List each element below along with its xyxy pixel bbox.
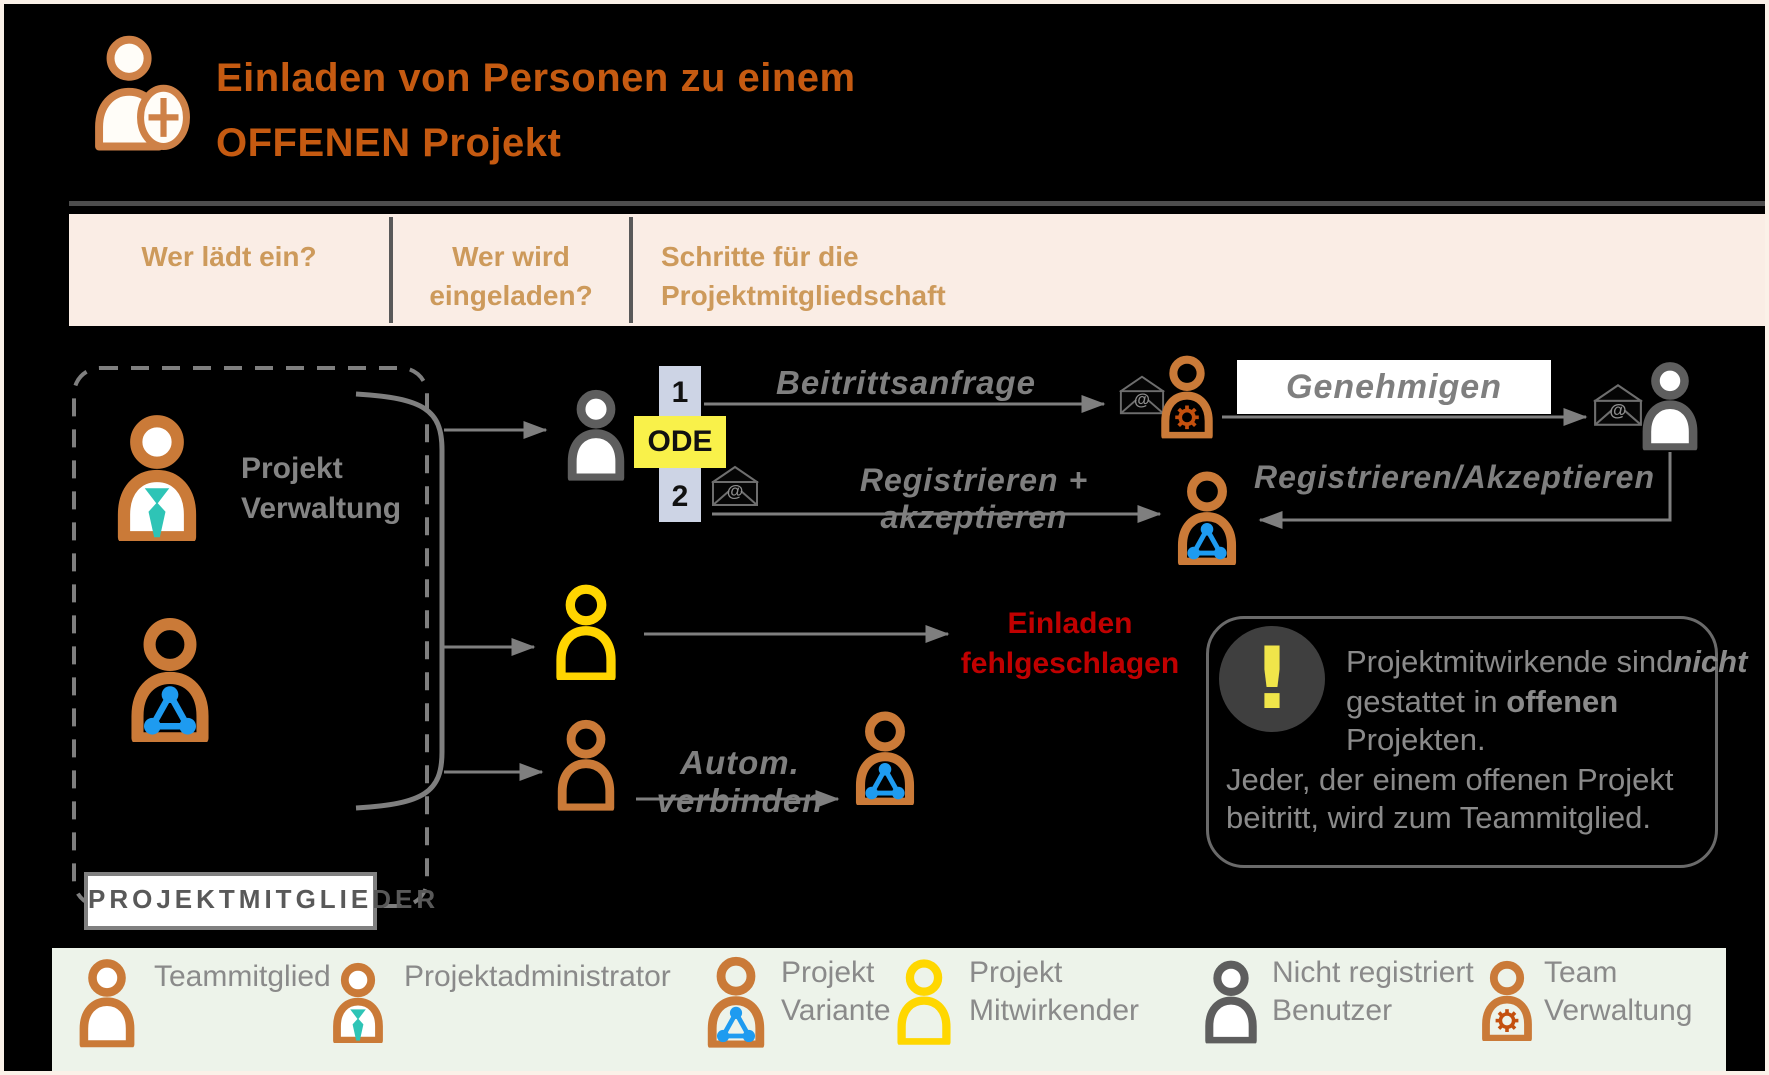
legend-project-variant-label2: Variante xyxy=(781,994,891,1027)
legend-project-variant-label1: Projekt xyxy=(781,956,875,989)
legend-team-admin-label1: Team xyxy=(1544,956,1618,989)
legend-team-admin-icon xyxy=(1477,950,1537,1048)
project-admin-icon xyxy=(107,409,207,541)
column-header-who-invited-line1: Wer wird xyxy=(452,241,570,272)
column-header-who-invites: Wer lädt ein? xyxy=(141,241,317,272)
contributor-icon xyxy=(550,580,622,680)
legend-contributor-icon xyxy=(892,952,956,1048)
project-admin-label-line2: Verwaltung xyxy=(241,492,402,525)
legend-team-member-label: Teammitglied xyxy=(154,960,331,993)
note-line2-bold: offenen xyxy=(1506,684,1619,719)
join-request-label: Beitrittsanfrage xyxy=(776,364,1036,401)
note-line1-prefix: Projektmitwirkende sind xyxy=(1346,644,1674,679)
option-2-number: 2 xyxy=(671,480,689,513)
column-header-steps-line1: Schritte für die xyxy=(661,241,859,272)
legend-project-admin-label: Projektadministrator xyxy=(404,960,671,993)
page-title-line2: OFFENEN Projekt xyxy=(216,121,562,165)
project-admin-label-line1: Projekt xyxy=(241,452,343,485)
legend-contributor-label2: Mitwirkender xyxy=(969,994,1140,1027)
or-label-box: ODE xyxy=(634,416,726,468)
exclamation-icon: ! xyxy=(1219,626,1325,732)
add-person-icon xyxy=(86,30,196,158)
title-divider xyxy=(69,201,1769,206)
legend-project-admin-icon xyxy=(328,954,388,1048)
register-slash-label: Registrieren/Akzeptieren xyxy=(1254,459,1656,495)
legend-unregistered-label2: Benutzer xyxy=(1272,994,1393,1027)
legend-contributor-label1: Projekt xyxy=(969,956,1063,989)
legend-unregistered-icon xyxy=(1200,952,1262,1048)
team-member-icon-row3 xyxy=(552,714,620,812)
project-variant-icon-auto xyxy=(850,704,920,808)
unregistered-user-icon-right xyxy=(1637,356,1703,452)
register-plus-label: Registrieren + akzeptieren xyxy=(859,462,1089,535)
project-members-box: PROJEKTMITGLIEDER xyxy=(84,872,377,930)
legend-unregistered-label1: Nicht registriert xyxy=(1272,956,1474,989)
option-1-number: 1 xyxy=(671,376,689,409)
legend-team-admin-label2: Verwaltung xyxy=(1544,994,1693,1027)
legend-project-variant-icon xyxy=(702,952,770,1048)
unregistered-user-icon xyxy=(562,382,630,484)
note-line1 xyxy=(1346,644,1747,680)
approve-label: Genehmigen xyxy=(1286,368,1502,406)
note-line1-em: nicht xyxy=(1673,644,1748,679)
page-title-line1: Einladen von Personen zu einem xyxy=(216,56,856,100)
column-header-who-invited-line2: eingeladen? xyxy=(429,280,593,311)
invite-failed-line1: Einladen xyxy=(1007,607,1133,640)
note-line2 xyxy=(1346,684,1618,720)
approve-label-box xyxy=(1237,360,1551,414)
note-line4: Jeder, der einem offenen Projekt xyxy=(1226,762,1674,797)
column-header-steps-line2: Projektmitgliedschaft xyxy=(661,280,946,311)
auto-connect-label: Autom. verbinden xyxy=(656,744,824,819)
invite-failed-line2: fehlgeschlagen xyxy=(960,647,1180,680)
legend-team-member-icon xyxy=(74,954,140,1048)
project-variant-icon-left xyxy=(122,612,218,742)
email-icon-3 xyxy=(710,462,760,510)
team-admin-icon-flow xyxy=(1156,346,1218,444)
note-line5: beitritt, wird zum Teammitglied. xyxy=(1226,800,1651,835)
note-line3: Projekten. xyxy=(1346,722,1486,757)
note-line2-prefix: gestattet in xyxy=(1346,684,1507,719)
column-divider-2 xyxy=(629,217,633,323)
project-variant-icon-result xyxy=(1172,464,1242,568)
bracket xyxy=(356,394,442,808)
